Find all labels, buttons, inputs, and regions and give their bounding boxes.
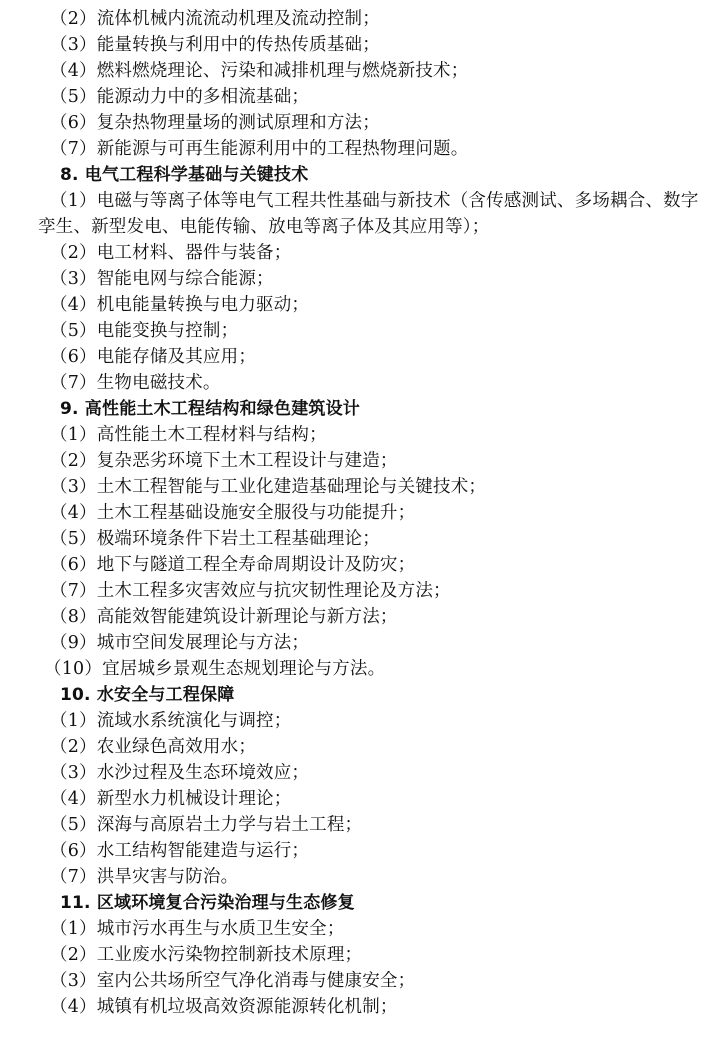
list-item: （2）流体机械内流流动机理及流动控制； bbox=[50, 9, 380, 29]
list-item: （10）宜居城乡景观生态规划理论与方法。 bbox=[44, 659, 386, 679]
list-item: （1）电磁与等离子体等电气工程共性基础与新技术（含传感测试、多场耦合、数字 bbox=[50, 191, 699, 211]
list-item: （4）新型水力机械设计理论； bbox=[50, 789, 292, 809]
section-heading: 10. 水安全与工程保障 bbox=[60, 685, 235, 705]
list-item: （5）极端环境条件下岩土工程基础理论； bbox=[50, 529, 380, 549]
list-item-continuation: 孪生、新型发电、电能传输、放电等离子体及其应用等）； bbox=[38, 217, 490, 237]
list-item: （7）洪旱灾害与防治。 bbox=[50, 867, 239, 887]
list-item: （6）水工结构智能建造与运行； bbox=[50, 841, 310, 861]
section-heading: 11. 区域环境复合污染治理与生态修复 bbox=[60, 893, 355, 913]
list-item: （9）城市空间发展理论与方法； bbox=[50, 633, 310, 653]
list-item: （4）城镇有机垃圾高效资源能源转化机制； bbox=[50, 997, 398, 1017]
list-item: （3）智能电网与综合能源； bbox=[50, 269, 274, 289]
list-item: （7）土木工程多灾害效应与抗灾韧性理论及方法； bbox=[50, 581, 451, 601]
section-heading: 9. 高性能土木工程结构和绿色建筑设计 bbox=[60, 399, 361, 419]
list-item: （5）电能变换与控制； bbox=[50, 321, 239, 341]
document-page bbox=[0, 6, 720, 1020]
list-item: （8）高能效智能建筑设计新理论与新方法； bbox=[50, 607, 398, 627]
list-item: （2）工业废水污染物控制新技术原理； bbox=[50, 945, 363, 965]
list-item: （2）农业绿色高效用水； bbox=[50, 737, 257, 757]
list-item: （4）土木工程基础设施安全服役与功能提升； bbox=[50, 503, 416, 523]
list-item: （2）电工材料、器件与装备； bbox=[50, 243, 292, 263]
list-item: （3）水沙过程及生态环境效应； bbox=[50, 763, 310, 783]
list-item: （6）复杂热物理量场的测试原理和方法； bbox=[50, 113, 380, 133]
list-item: （1）流域水系统演化与调控； bbox=[50, 711, 292, 731]
list-item: （7）新能源与可再生能源利用中的工程热物理问题。 bbox=[50, 139, 469, 159]
list-item: （6）地下与隧道工程全寿命周期设计及防灾； bbox=[50, 555, 416, 575]
list-item: （4）机电能量转换与电力驱动； bbox=[50, 295, 310, 315]
list-item: （2）复杂恶劣环境下土木工程设计与建造； bbox=[50, 451, 398, 471]
list-item: （1）城市污水再生与水质卫生安全； bbox=[50, 919, 345, 939]
list-item: （3）室内公共场所空气净化消毒与健康安全； bbox=[50, 971, 416, 991]
list-item: （3）土木工程智能与工业化建造基础理论与关键技术； bbox=[50, 477, 487, 497]
list-item: （1）高性能土木工程材料与结构； bbox=[50, 425, 327, 445]
list-item: （7）生物电磁技术。 bbox=[50, 373, 221, 393]
list-item: （5）深海与高原岩土力学与岩土工程； bbox=[50, 815, 363, 835]
list-item: （5）能源动力中的多相流基础； bbox=[50, 87, 310, 107]
list-item: （4）燃料燃烧理论、污染和减排机理与燃烧新技术； bbox=[50, 61, 469, 81]
list-item: （3）能量转换与利用中的传热传质基础； bbox=[50, 35, 380, 55]
section-heading: 8. 电气工程科学基础与关键技术 bbox=[60, 165, 309, 185]
list-item: （6）电能存储及其应用； bbox=[50, 347, 257, 367]
